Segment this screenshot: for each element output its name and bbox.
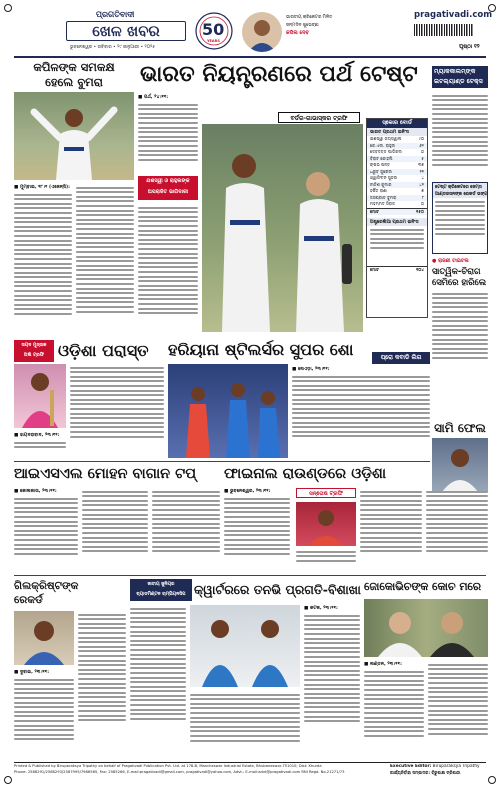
lead-photo-caption: ବର୍ଡର-ଗାଭାସ୍କର ଟ୍ରଫି	[278, 112, 360, 123]
kabaddi-story	[168, 340, 430, 458]
kabaddi-tag: ପ୍ରୋ କବାଡି ଲିଗ	[372, 352, 430, 364]
scoreboard-total-2: ୧୦୪	[416, 267, 424, 272]
scoreboard-player-name: ଧ୍ରୁବ ଜୁରେଲ	[370, 168, 393, 174]
record-story	[14, 579, 126, 759]
masthead	[14, 10, 493, 54]
record-headline-1: ଗିଲକ୍ରିଷ୍ଟଙ୍କ	[14, 580, 79, 592]
test-record-title-2: ଆଣ୍ଡରସନଙ୍କ ରେକର୍ଡ ଭଙ୍ଗ	[435, 192, 487, 197]
mushtaq-body	[70, 364, 164, 458]
bumrah-photo	[14, 92, 134, 180]
section-rule-2	[14, 575, 486, 576]
barcode	[414, 24, 474, 36]
sidebar-low-headline: ସାମି ଫେଲ	[434, 421, 486, 435]
mushtaq-body-photo	[14, 439, 66, 457]
scoreboard-player-name: ଜସପ୍ରୀତ ବୁମରା	[370, 194, 397, 200]
lead-headline: ଭାରତ ନିୟନ୍ତ୍ରଣରେ ପର୍ଥ ଟେଷ୍ଟ	[140, 62, 418, 87]
lead-kicker-box	[138, 176, 198, 200]
website[interactable]: pragativadi.com	[414, 10, 493, 20]
record-photo	[14, 611, 74, 665]
footer-editor-odia: କାର୍ଯ୍ୟନିର୍ବାହୀ ସମ୍ପାଦକ: ବିରୁପାକ୍ଷ ତ୍ରିପାଠୀ	[390, 770, 461, 775]
sidebar-top-headline-2: ଇଟଲ୍ୟାଣ୍ଡ ଟେକ୍ସ	[434, 78, 483, 85]
isl-headline: ଆଇଏସଏଲ ମୋହନ ବାଗାନ ଟପ୍‌	[14, 466, 197, 482]
scoreboard-player-score: ୩୭	[418, 162, 424, 167]
djokovic-story	[364, 579, 488, 759]
odisha-final-story	[224, 464, 488, 572]
test-record-box	[432, 182, 488, 254]
kabaddi-body	[292, 373, 430, 458]
bumrah-headline-2: ହେଲେ ବୁମରା	[45, 75, 103, 89]
odisha-final-body-3	[426, 488, 488, 572]
bumrah-body-col2	[76, 184, 134, 331]
djokovic-body-1	[364, 668, 424, 759]
scoreboard-player-score: ୫	[421, 155, 424, 161]
test-record-title-1: ଟେଷ୍ଟ କ୍ରିକେଟରେ ଜେମ୍ସ	[433, 183, 487, 191]
scoreboard-player-name: ଯଶସ୍ୱୀ ଜୟସ୍ୱାଲ	[370, 136, 402, 141]
isl-body-1	[14, 495, 78, 572]
isl-byline: ■ କୋଲକାତା, ୨୩।୧୧:	[14, 489, 57, 494]
sidebar-top-story	[432, 60, 488, 180]
scoreboard-player-name: ହର୍ଷିତ ରାଣା	[370, 188, 388, 193]
mushtaq-story	[14, 340, 164, 458]
footer-editor-label: Executive Editor:	[390, 764, 432, 769]
lead-photo	[202, 124, 363, 332]
badminton-body-right	[304, 612, 360, 759]
registration-mark-bottom-left	[4, 776, 12, 784]
badminton-byline: ■ କଟକ, ୨୩।୧୧:	[304, 606, 338, 611]
kabaddi-byline: ■ ନୋଏଡ଼ା, ୨୩।୧୧:	[292, 367, 330, 372]
lead-byline: ■ ପର୍ଥ, ୨୪।୧୧:	[138, 95, 169, 100]
anniversary-word: YEARS	[207, 39, 220, 43]
scoreboard-total-row	[367, 208, 427, 216]
scoreboard-player-score: ୮	[421, 194, 424, 200]
scoreboard-title: ସ୍କୋର ବୋର୍ଡ	[367, 119, 427, 128]
odisha-final-photo	[296, 502, 356, 546]
record-headline-2: ରେକର୍ଡ	[14, 594, 43, 606]
mushtaq-byline: ■ ହାୟଦରାବାଦ, ୨୩।୧୧:	[14, 433, 60, 438]
scoreboard-total-row-2	[367, 266, 427, 274]
djokovic-body-2	[428, 661, 488, 759]
sidebar-top-body	[432, 92, 488, 184]
sidebar-mid-body	[432, 290, 488, 378]
scoreboard-player-score: ୭	[421, 188, 424, 193]
registration-mark-bottom-right	[488, 776, 496, 784]
anniversary-logo	[194, 11, 234, 51]
scoreboard-player-name: ଦେବଦତ୍ତ ପାଡିକଲ	[370, 149, 402, 154]
masthead-rule	[14, 56, 486, 58]
lead-kicker-2: ଅପରାଜିତ ଭାଗିଦାରୀ	[147, 189, 189, 195]
promo-line-3: କପିଲ ଦେବ	[286, 30, 309, 36]
sidebar-mid-headline-2: ସେମିରେ ହାରିଲେ	[432, 277, 487, 287]
record-body-2	[78, 611, 126, 759]
santosh-trophy-tag: ସନ୍ତୋଷ ଟ୍ରଫି	[296, 488, 356, 498]
scoreboard-team-2-body	[367, 226, 427, 266]
sidebar-mid-story	[432, 258, 488, 378]
mushtaq-tag-2: ଅଲି ଟ୍ରଫି	[23, 352, 45, 358]
scoreboard-player-score: ୬୨	[419, 142, 424, 148]
scoreboard-team-2: ଅଷ୍ଟ୍ରେଲିଆ ପ୍ରଥମ ଇନିଂସ	[367, 218, 427, 226]
scoreboard-team-1: ଭାରତ ପ୍ରଥମ ଇନିଂସ	[367, 128, 427, 136]
badminton-players-icon	[190, 605, 300, 687]
record-byline: ■ ଦୁବାଇ, ୨୩।୧୧:	[14, 670, 50, 675]
badminton-kicker-1: ଜାତୀୟ ଜୁନିୟର	[147, 582, 175, 587]
cricketer-celebrating-icon	[14, 92, 134, 180]
isl-body-2	[82, 488, 148, 572]
bumrah-story	[14, 60, 134, 337]
isl-body-3	[152, 488, 220, 572]
section-title-box	[66, 21, 186, 41]
odisha-final-byline: ■ ଭୁବନେଶ୍ୱର, ୨୩।୧୧:	[224, 489, 271, 494]
scoreboard-player-score: ୯୦	[418, 136, 424, 141]
footer	[14, 764, 486, 784]
djokovic-photo	[364, 599, 488, 657]
section-title: ଖେଳ ଖବର	[92, 22, 160, 40]
scoreboard-player-name: ମହମ୍ମଦ ସିରାଜ	[370, 201, 396, 206]
scoreboard-rows	[367, 136, 427, 208]
footer-line-2: Phone: 2588291/2588293/2587995/7986565, Fax: 2585266, E-mail:pragativadi@gmail.com, pragativadi@yahoo.com, Advt.: E-mail:advt@pragativadi.com RNI Regd. No.21271/73	[14, 769, 345, 774]
sidebar-mid-kicker: ● ରାଜଣୀ ଟାଇଟଲ	[432, 258, 469, 264]
record-body-1	[14, 676, 74, 759]
paper-name: ପ୍ରଗତିବାଦୀ	[96, 10, 135, 19]
cricketer-portrait-icon	[14, 611, 74, 665]
isl-story	[14, 464, 220, 572]
promo-line-1: ଭାରତୀୟ କ୍ରିକେଟର ମିଳିତ	[286, 15, 333, 20]
lead-body-bottom	[138, 204, 198, 334]
mushtaq-headline: ଓଡ଼ିଶା ପରାସ୍ତ	[58, 341, 149, 360]
scoreboard-player-name: ନୀତିଶ କୁମାର	[370, 181, 392, 187]
mushtaq-photo	[14, 364, 66, 428]
bumrah-body	[14, 191, 72, 331]
lead-kicker-1: ଯଶସ୍ୱୀ ଓ ରାହୁଲଙ୍କ	[146, 178, 190, 184]
tennis-players-icon	[364, 599, 488, 657]
djokovic-headline: ଜୋକୋଭିଚଙ୍କ କୋଚ ମରେ	[364, 580, 481, 593]
footer-rule	[14, 762, 486, 763]
person-portrait-icon	[242, 12, 282, 52]
scoreboard-player-name: ଋଷଭ ପନ୍ତ	[370, 162, 391, 167]
odisha-final-body-2	[360, 488, 422, 572]
footer-editor	[390, 764, 486, 770]
scoreboard-total-label: ମୋଟ	[370, 208, 380, 214]
footer-line-1: Printed & Published by Biruparaksya Tripathy on behalf of Pragativadi Publication Pvt. Ltd. at 178-B, Mancheswar Industrial Estate, Bhubaneswar-751010; Dist: Khurda	[14, 764, 322, 768]
mushtaq-tag-1: ସୟଦ ମୁସ୍ତାକ	[21, 343, 47, 348]
scoreboard-player-name: କେ.ଏଲ. ରାହୁଲ	[370, 142, 396, 148]
scoreboard	[366, 118, 428, 318]
scoreboard-total-label-2: ମୋଟ	[370, 267, 380, 272]
badminton-body-left	[130, 605, 186, 759]
kabaddi-photo	[168, 364, 288, 458]
bumrah-headline-1: କପିଳଙ୍କ ସମକକ୍ଷ	[33, 60, 115, 74]
scoreboard-player-score: ୧୧	[419, 168, 424, 174]
kapil-portrait	[242, 12, 282, 52]
scoreboard-player-score: ୦	[420, 201, 424, 206]
anniversary-number: 50	[202, 20, 225, 39]
batsman-portrait-icon	[14, 364, 66, 428]
promo-line-2: ଜନ୍ମଦିନ ଶୁଭେଚ୍ଛା	[286, 23, 319, 28]
scoreboard-player-score: ୪	[421, 175, 424, 180]
scoreboard-total: ୧୫୦	[416, 208, 424, 214]
odisha-final-body-photo	[296, 548, 356, 572]
scoreboard-player-score: ୦	[420, 149, 424, 154]
batsmen-walking-icon	[202, 124, 363, 332]
promo-text	[286, 14, 386, 36]
badminton-story	[130, 579, 360, 759]
mushtaq-tag-box	[14, 340, 54, 362]
registration-mark-top-left	[4, 4, 12, 12]
kabaddi-headline: ହରିୟାନା ଷ୍ଟିଲର୍ସର ସୁପର ଶୋ	[168, 340, 354, 359]
test-record-body	[433, 198, 487, 252]
kabaddi-players-icon	[168, 364, 288, 458]
badminton-kicker-box	[130, 579, 192, 601]
footer-editor-name: Biruparaksya Tripathy	[432, 764, 480, 769]
scoreboard-player-name: ବିରାଟ କୋହଲି	[370, 155, 393, 161]
badminton-kicker-2: ବ୍ୟାଡମିଣ୍ଟନ ଚାମ୍ପିୟନସିପ	[136, 591, 186, 597]
date-line: ଭୁବନେଶ୍ୱର • ରବିବାର • ୨୯ ଜାନୁଆରୀ • ୨୦୨୫	[70, 45, 156, 50]
lead-body-top	[138, 101, 198, 173]
djokovic-byline: ■ ଲଣ୍ଡନ, ୨୩।୧୧:	[364, 662, 402, 667]
badminton-headline: କ୍ୱାର୍ଟରରେ ତନଭି ପ୍ରଗତି-ବିଶାଖା	[194, 582, 361, 597]
sidebar-top-headline-box	[432, 66, 488, 88]
odisha-final-headline: ଫାଇନାଲ ରାଉଣ୍ଡରେ ଓଡ଼ିଶା	[224, 466, 387, 482]
bumrah-byline: ■ ମୁମ୍ବାଇ, ୧୮।୧ (ଏଜେନ୍ସି):	[14, 185, 70, 190]
sidebar-top-headline-1: ମ୍ୟାକକାଲମ୍ଙ୍କ	[434, 68, 476, 75]
scoreboard-player-score: ୪୧	[419, 181, 424, 187]
badminton-photo	[190, 605, 300, 687]
sidebar-mid-headline-1: ସାତ୍ୱିକ-ଚିରାଗ	[432, 266, 481, 276]
section-rule-1	[14, 461, 430, 462]
odisha-final-body-1	[224, 495, 290, 572]
page-number: ପୃଷ୍ଠା ୧୨	[459, 44, 480, 50]
footballer-portrait-icon	[296, 502, 356, 546]
badminton-body-mid	[190, 691, 300, 759]
scoreboard-player-name: ଓ୍ୱାସିଂଟନ ସୁନ୍ଦର	[370, 175, 397, 180]
